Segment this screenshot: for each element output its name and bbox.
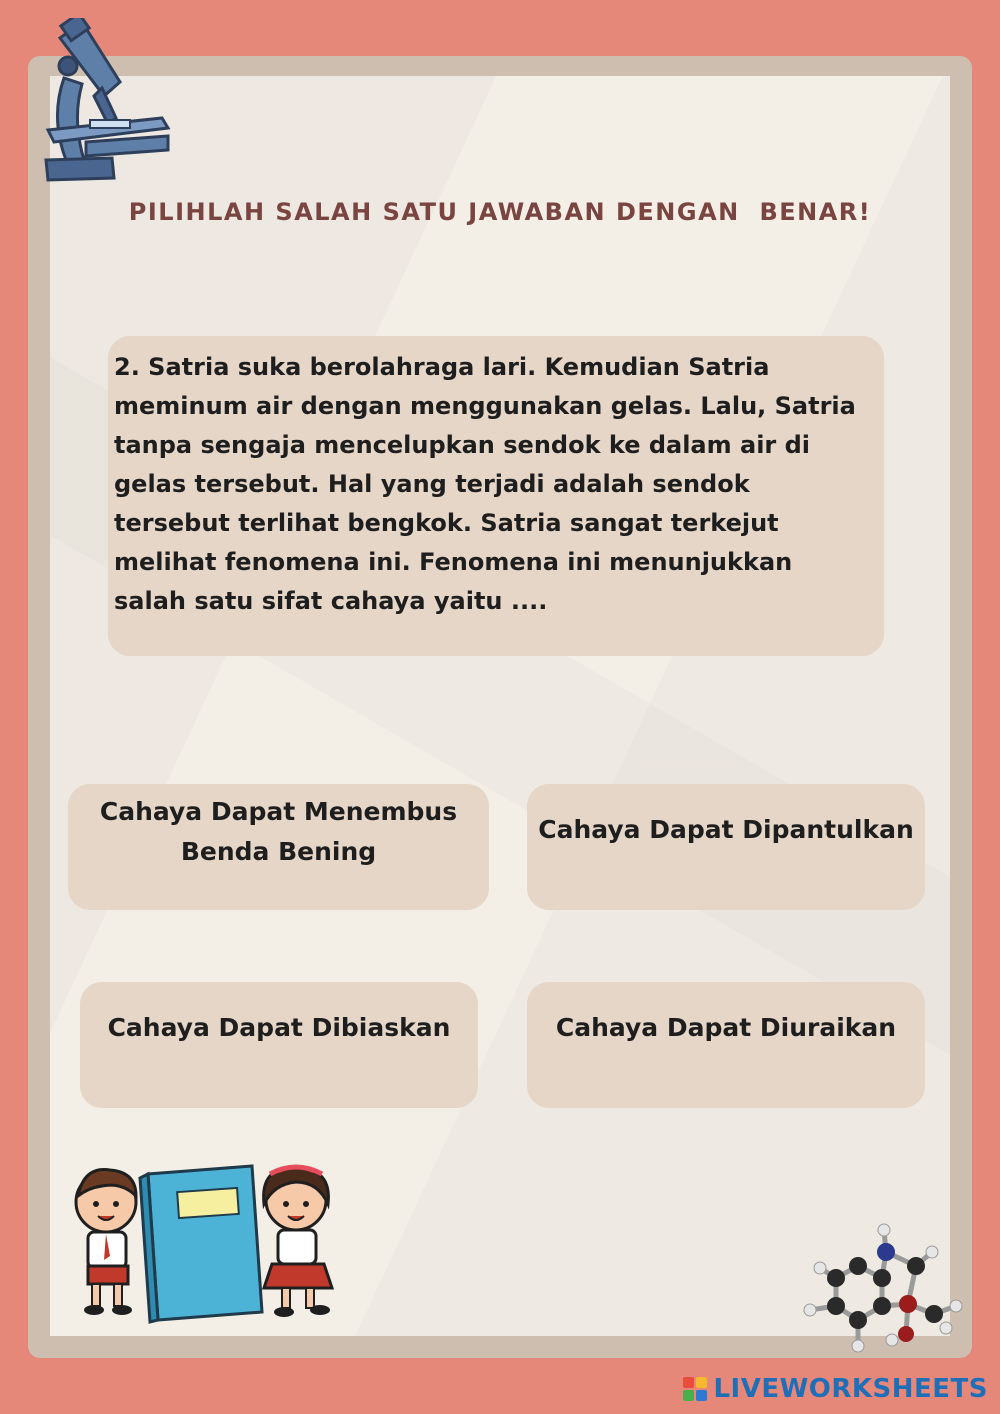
answer-option-c[interactable]: Cahaya Dapat Dibiaskan xyxy=(80,982,478,1108)
microscope-icon xyxy=(42,18,174,188)
question-text: 2. Satria suka berolahraga lari. Kemudian Satria meminum air dengan menggunakan gelas. Lalu, Satria tanpa sengaja mencelupkan sendok ke dalam air di gelas tersebut. Hal yang terjadi adalah sendok tersebut terlihat bengkok. Satria sangat terkejut melihat fenomena ini. Fenomena ini menunjukkan salah satu sifat cahaya yaitu .... xyxy=(114,353,856,615)
molecule-icon xyxy=(786,1222,972,1362)
answer-option-b[interactable]: Cahaya Dapat Dipantulkan xyxy=(527,784,925,910)
watermark-text: LIVEWORKSHEETS xyxy=(713,1374,988,1404)
answer-option-d[interactable]: Cahaya Dapat Diuraikan xyxy=(527,982,925,1108)
question-card xyxy=(108,336,884,656)
liveworksheets-logo-icon xyxy=(683,1377,707,1401)
answer-option-a[interactable]: Cahaya Dapat Menembus Benda Bening xyxy=(68,784,489,910)
liveworksheets-watermark xyxy=(683,1374,988,1404)
students-with-book-illustration xyxy=(66,1160,346,1326)
paper-background xyxy=(50,76,950,1336)
page-title: PILIHLAH SALAH SATU JAWABAN DENGAN BENAR! xyxy=(128,198,872,226)
